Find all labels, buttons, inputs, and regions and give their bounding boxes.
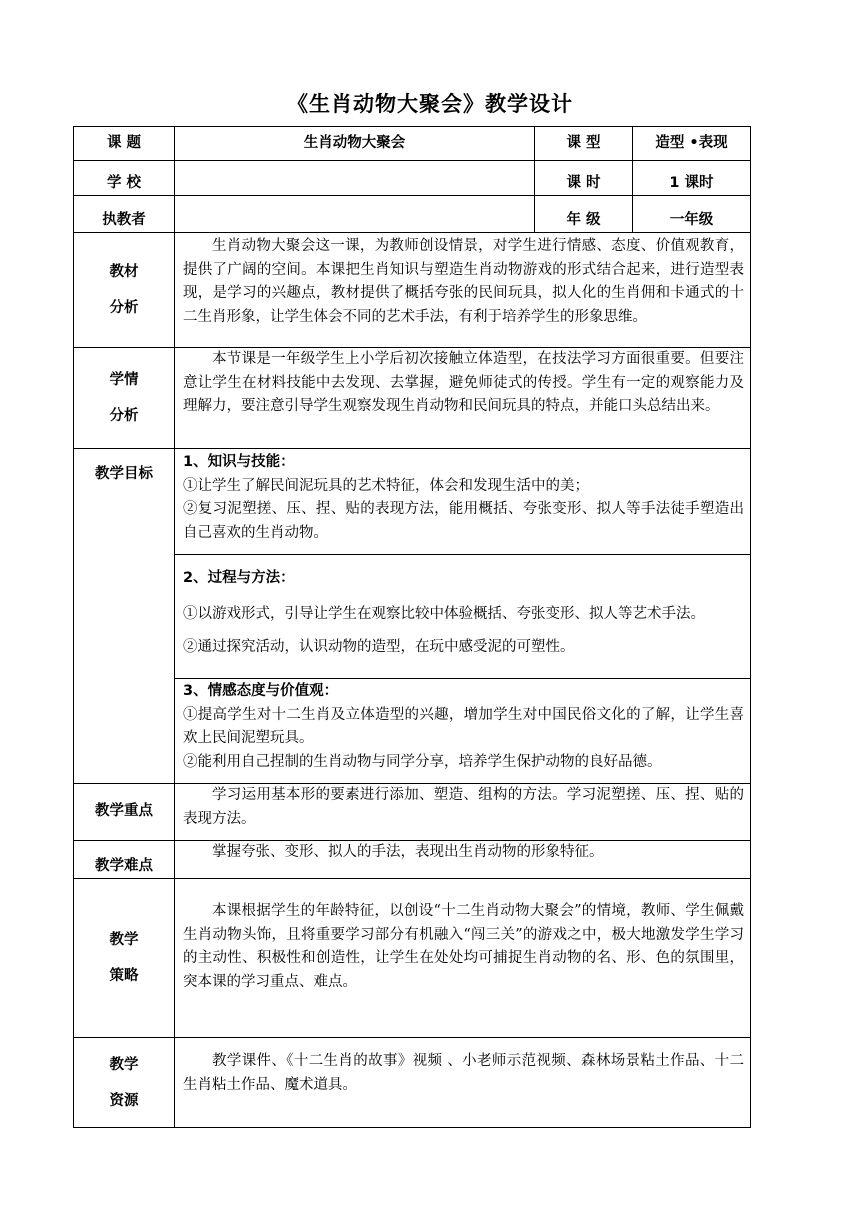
goals-1-item-2: ②复习泥塑搓、压、捏、贴的表现方法，能用概括、夸张变形、拟人等手法徒手塑造出自己喜欢的生肖动物。: [183, 501, 744, 541]
learner-text: 本节课是一年级学生上小学后初次接触立体造型，在技法学习方面很重要。但要注意让学生在材料技能中去发现、去掌握，避免师徒式的传授。学生有一定的观察能力及理解力，要注意引导学生观察发现生肖动物和民间玩具的特点，并能口头总结出来。: [175, 348, 751, 449]
difficulty-label: 教学难点: [74, 841, 175, 879]
material-text: 生肖动物大聚会这一课，为教师创设情景，对学生进行情感、态度、价值观教育，提供了广阔的空间。本课把生肖知识与塑造生肖动物游戏的形式结合起来，进行造型表现，是学习的兴趣点，教材提供了概括夸张的民间玩具，拟人化的生肖佣和卡通式的十二生肖形象，让学生体会不同的艺术手法，有利于培养学生的形象思维。: [175, 233, 751, 348]
row-goals-3: [74, 679, 751, 784]
goals-1-heading: 1、知识与技能：: [183, 454, 295, 470]
document-title: 《生肖动物大聚会》教学设计: [287, 92, 573, 116]
resources-label-line2: 资源: [109, 1092, 139, 1109]
school-value: [175, 161, 535, 196]
row-difficulty: [74, 841, 751, 879]
lesson-plan-table: [73, 126, 751, 1128]
strategy-label-line1: 教学: [109, 932, 139, 948]
goals-3-item-1: ①提高学生对十二生肖及立体造型的兴趣，增加学生对中国民俗文化的了解，让学生喜欢上民间泥塑玩具。: [183, 706, 744, 746]
material-label-line2: 分析: [109, 300, 139, 316]
material-label-line1: 教材: [109, 264, 139, 280]
row-material: [74, 233, 751, 348]
resources-label: [74, 1038, 175, 1128]
goals-2-item-2: ②通过探究活动，认识动物的造型，在玩中感受泥的可塑性。: [183, 639, 575, 655]
strategy-label-line2: 策略: [109, 968, 139, 984]
row-learner: [74, 348, 751, 449]
goals-3-item-2: ②能利用自己捏制的生肖动物与同学分享，培养学生保护动物的良好品德。: [183, 753, 662, 770]
strategy-label: [74, 879, 175, 1038]
period-label: 课 时: [535, 161, 633, 196]
goals-1-item-1: ①让学生了解民间泥玩具的艺术特征，体会和发现生活中的美；: [183, 477, 589, 494]
row-key-point: [74, 784, 751, 841]
teacher-label: 执教者: [74, 196, 175, 233]
type-label: 课 型: [535, 127, 633, 161]
row-goals-1: [74, 449, 751, 555]
row-goals-2: [74, 555, 751, 679]
goals-section-1: [175, 449, 751, 555]
course-label: 课 题: [74, 127, 175, 161]
resources-label-line1: 教学: [109, 1056, 139, 1073]
row-course: [74, 127, 751, 161]
key-point-text: 学习运用基本形的要素进行添加、塑造、组构的方法。学习泥塑搓、压、捏、贴的表现方法。: [175, 784, 751, 841]
resources-text: 教学课件、《十二生肖的故事》视频 、小老师示范视频、森林场景粘土作品、十二生肖粘土作品、魔术道具。: [175, 1038, 751, 1128]
grade-label: 年 级: [535, 196, 633, 233]
key-point-label: 教学重点: [74, 784, 175, 841]
teacher-value: [175, 196, 535, 233]
goals-label: 教学目标: [74, 449, 175, 784]
type-value: 造型 •表现: [633, 127, 751, 161]
strategy-text: 本课根据学生的年龄特征，以创设“十二生肖动物大聚会”的情境，教师、学生佩戴生肖动物头饰，且将重要学习部分有机融入“闯三关”的游戏之中，极大地激发学生学习的主动性、积极性和创造性，让学生在处处均可捕捉生肖动物的名、形、色的氛围里，突本课的学习重点、难点。: [175, 879, 751, 1038]
period-value: 1 课时: [633, 161, 751, 196]
school-label: 学 校: [74, 161, 175, 196]
goals-section-2: [175, 555, 751, 679]
difficulty-text: 掌握夸张、变形、拟人的手法，表现出生肖动物的形象特征。: [175, 841, 751, 879]
course-value: 生肖动物大聚会: [175, 127, 535, 161]
grade-value: 一年级: [633, 196, 751, 233]
row-strategy: [74, 879, 751, 1038]
goals-2-item-1: ①以游戏形式，引导让学生在观察比较中体验概括、夸张变形、拟人等艺术手法。: [183, 605, 705, 622]
material-label: [74, 233, 175, 348]
row-teacher: [74, 196, 751, 233]
row-resources: [74, 1038, 751, 1128]
learner-label: [74, 348, 175, 449]
learner-label-line1: 学情: [109, 372, 139, 388]
goals-3-heading: 3、情感态度与价值观：: [183, 683, 339, 699]
goals-2-heading: 2、过程与方法：: [183, 570, 295, 586]
goals-section-3: [175, 679, 751, 784]
row-school: [74, 161, 751, 196]
learner-label-line2: 分析: [109, 408, 139, 424]
